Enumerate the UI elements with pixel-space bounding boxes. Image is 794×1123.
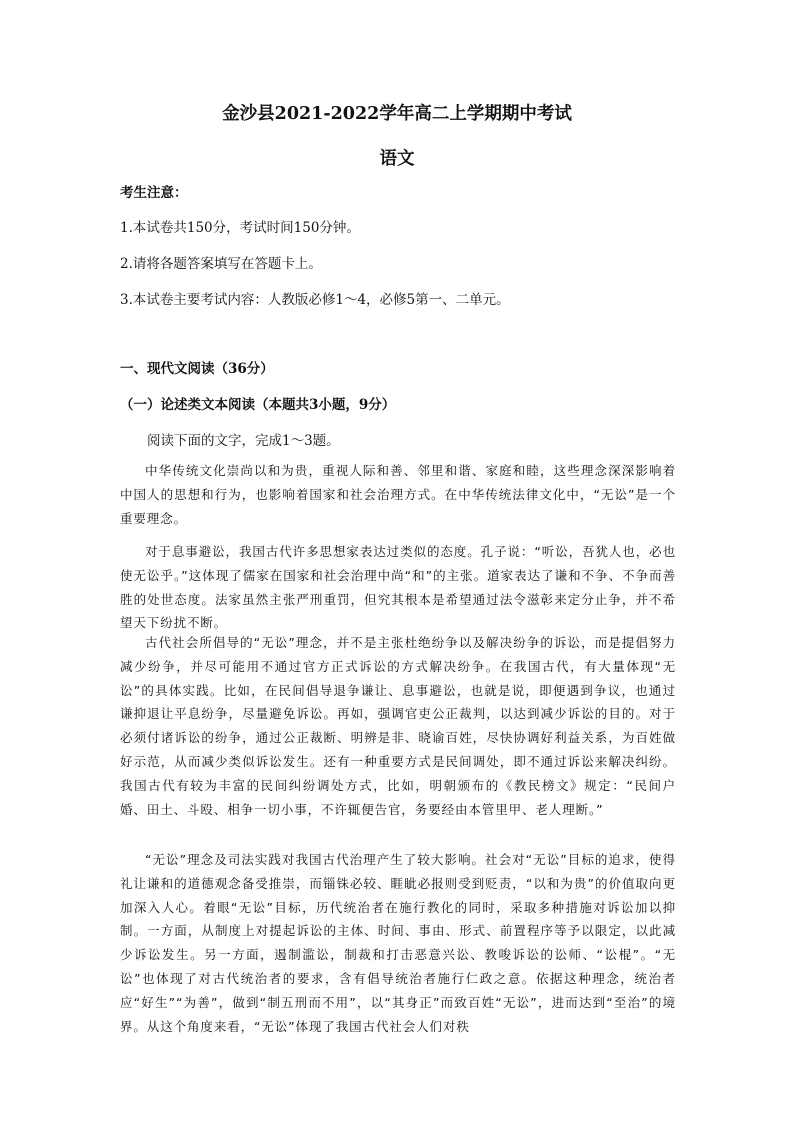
reading-instruction: 阅读下面的文字，完成1～3题。 — [147, 433, 340, 449]
section-subheading: （一）论述类文本阅读（本题共3小题，9分） — [120, 397, 396, 413]
notice-item: 1.本试卷共150分，考试时间150分钟。 — [120, 220, 360, 236]
notice-item: 3.本试卷主要考试内容：人教版必修1～4，必修5第一、二单元。 — [120, 292, 510, 308]
passage-paragraph: 中华传统文化崇尚以和为贵，重视人际和善、邻里和谐、家庭和睦，这些理念深深影响着中国人的思想和行为，也影响着国家和社会治理方式。在中华传统法律文化中，“无讼”是一个重要理念。 — [120, 463, 676, 526]
notice-item: 2.请将各题答案填写在答题卡上。 — [120, 256, 322, 272]
passage-paragraph: 古代社会所倡导的“无讼”理念，并不是主张杜绝纷争以及解决纷争的诉讼，而是提倡努力减少纷争，并尽可能用不通过官方正式诉讼的方式解决纷争。在我国古代，有大量体现“无讼”的具体实践。比如，在民间倡导退争谦让、息事避讼，也就是说，即便遇到争议，也通过谦抑退让平息纷争，尽量避免诉讼。再如，强调官吏公正裁判，以达到减少诉讼的目的。对于必须付诸诉讼的纷争，通过公正裁断、明辨是非、晓谕百姓，尽快协调好利益关系，为百姓做好示范，从而减少类似诉讼发生。还有一种重要方式是民间调处，即不通过诉讼来解决纠纷。我国古代有较为丰富的民间纠纷调处方式，比如，明朝颁布的《教民榜文》规定：“民间户婚、田土、斗殴、相争一切小事，不许辄便告官，务要经由本管里甲、老人理断。” — [120, 635, 676, 817]
page-title: 金沙县2021-2022学年高二上学期期中考试 — [222, 104, 572, 124]
notice-heading: 考生注意： — [120, 185, 188, 201]
section-heading: 一、现代文阅读（36分） — [120, 361, 274, 377]
passage-paragraph: 对于息事避讼，我国古代许多思想家表达过类似的态度。孔子说：“听讼，吾犹人也，必也使无讼乎。”这体现了儒家在国家和社会治理中尚“和”的主张。道家表达了谦和不争、不争而善胜的处世态度。法家虽然主张严刑重罚，但究其根本是希望通过法令滋彰来定分止争，并不希望天下纷扰不断。 — [120, 544, 676, 631]
passage-paragraph: “无讼”理念及司法实践对我国古代治理产生了较大影响。社会对“无讼”目标的追求，使得礼让谦和的道德观念备受推崇，而锱铢必较、睚眦必报则受到贬责，“以和为贵”的价值取向更加深入人心。着眼“无讼”目标，历代统治者在施行教化的同时，采取多种措施对诉讼加以抑制。一方面，从制度上对提起诉讼的主体、时间、事由、形式、前置程序等予以限定，以此减少诉讼发生。另一方面，遏制滥讼，制裁和打击恶意兴讼、教唆诉讼的讼师、“讼棍”。“无讼”也体现了对古代统治者的要求，含有倡导统治者施行仁政之意。依据这种理念，统治者应“好生”“为善”，做到“制五刑而不用”，以“其身正”而致百姓“无讼”，进而达到“至治”的境界。从这个角度来看，“无讼”体现了我国古代社会人们对秩 — [120, 852, 676, 1034]
subject-title: 语文 — [379, 149, 415, 169]
